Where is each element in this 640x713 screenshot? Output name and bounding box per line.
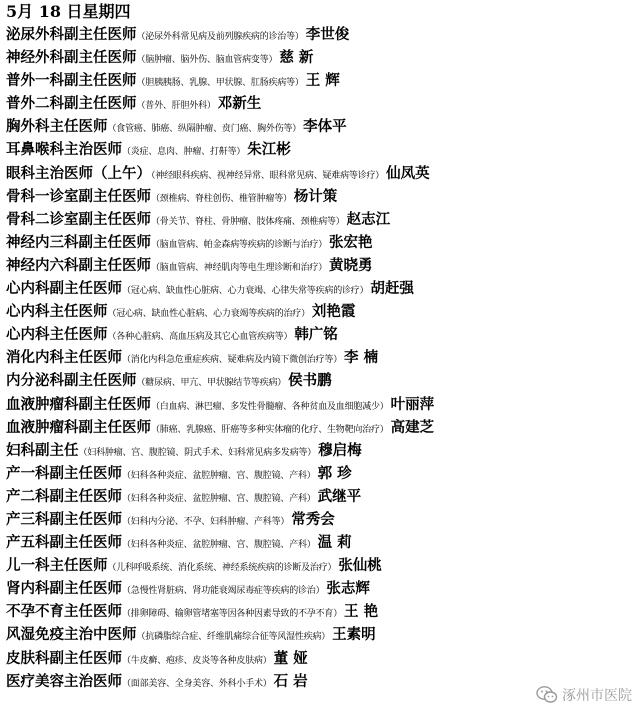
specialty-description: （冠心病、缺血性心脏病、心力衰竭等疾病的治疗） [107,309,310,320]
doctor-row [6,346,636,369]
doctor-name: 高建芝 [390,418,435,436]
doctor-row [6,462,636,485]
watermark [536,685,632,705]
doctor-name: 温 莉 [317,534,352,552]
specialty-description: （泌尿外科常见病及前列腺疾病的诊治等） [136,32,304,42]
specialty-description: （牛皮癣、疱疹、皮炎等各种皮肤病） [122,655,272,666]
doctor-name: 黄晓勇 [329,256,373,274]
doctor-title: 普外二科副主任医师 [6,95,137,113]
doctor-row [6,623,636,646]
specialty-description: （抗磷脂综合症、纤维肌痛综合征等风湿性疾病） [136,632,331,643]
doctor-row [6,115,636,138]
doctor-row [6,577,636,600]
doctor-row [6,300,636,323]
specialty-description: （妇科各种炎症、盆腔肿瘤、宫、腹腔镜、产科） [122,470,316,481]
doctor-row [6,23,636,46]
doctor-name: 韩广铭 [294,326,338,344]
doctor-title: 血液肿瘤科副主任医师 [6,418,151,436]
doctor-name: 张宏艳 [329,233,373,251]
doctor-name: 朱江彬 [247,141,291,159]
specialty-description: （普外、肝胆外科） [136,101,216,112]
specialty-description: （各种心脏病、高血压病及其它心血管疾病等） [107,332,293,343]
doctor-title: 骨科一诊室副主任医师 [6,187,151,205]
specialty-description: （糖尿病、甲亢、甲状腺结节等疾病） [136,378,287,389]
doctor-row [6,369,636,392]
doctor-title: 神经内六科副主任医师 [6,256,151,274]
doctor-row [6,485,636,508]
doctor-title: 医疗美容主治医师 [6,672,122,690]
doctor-name: 王素明 [332,626,376,644]
doctor-title: 眼科主治医师（上午） [6,164,151,182]
doctor-name: 张仙桃 [338,557,382,575]
doctor-title: 心内科主任医师 [6,326,108,344]
doctor-row [6,254,636,277]
doctor-title: 血液肿瘤科副主任医师 [6,395,151,413]
specialty-description: （妇科各种炎症、盆腔肿瘤、宫、腹腔镜、产科） [122,540,316,551]
doctor-title: 妇科副主任 [6,441,79,459]
doctor-name: 穆启梅 [318,441,362,459]
wechat-icon [536,685,558,705]
specialty-description: （胆胰胰肠、乳腺、甲状腺、肛肠疾病等） [136,78,304,89]
specialty-description: （排卵障碍、输卵管堵塞等因各种因素导致的不孕不育） [122,609,343,620]
specialty-description: （神经眼科疾病、视神经异常、眼科常见病、疑难病等诊疗） [151,170,385,181]
doctor-title: 内分泌科副主任医师 [6,372,137,390]
doctor-title: 泌尿外科副主任医师 [6,26,137,43]
doctor-title: 产二科副主任医师 [6,487,122,505]
specialty-description: （肺癌、乳腺癌、肝癌等多种实体瘤的化疗、生物靶向治疗） [151,424,389,435]
doctor-title: 胸外科主任医师 [6,118,108,136]
doctor-title: 神经内三科副主任医师 [6,233,151,251]
doctor-title: 不孕不育主任医师 [6,603,122,621]
doctor-name: 郭 珍 [317,464,352,482]
specialty-description: （妇科肿瘤、宫、腹腔镜、阴式手术、妇科常见病多发病等） [78,447,317,458]
doctor-row [6,208,636,231]
doctor-row [6,439,636,462]
doctor-name: 石 岩 [273,672,308,690]
doctor-title: 产一科副主任医师 [6,464,122,482]
specialty-description: （急慢性肾脏病、肾功能衰竭尿毒症等疾病的诊治） [122,586,325,597]
doctor-name: 王 艳 [344,603,379,621]
specialty-description: （炎症、息肉、肿瘤、打鼾等） [122,147,246,158]
doctor-name: 侯书鹏 [288,372,332,390]
doctor-row [6,508,636,531]
specialty-description: （脑血管病、神经肌肉等电生理诊断和治疗） [151,262,328,273]
doctor-name: 王 辉 [305,72,340,90]
specialty-description: （儿科呼吸系统、消化系统、神经系统疾病的诊断及治疗） [107,563,337,574]
doctor-title: 神经外科副主任医师 [6,49,137,67]
doctor-title: 产五科副主任医师 [6,534,122,552]
doctor-name: 杨计策 [293,187,338,205]
doctor-row [6,323,636,346]
doctor-name: 慈 新 [279,49,314,67]
doctor-row [6,46,636,69]
doctor-row [6,647,636,670]
doctor-name: 刘艳霞 [311,303,356,321]
doctor-title: 皮肤科副主任医师 [6,649,122,667]
doctor-name: 常秀会 [291,510,335,528]
doctor-row [6,162,636,185]
doctor-name: 叶丽萍 [390,395,435,413]
doctor-row [6,69,636,92]
doctor-row [6,231,636,254]
doctor-row [6,138,636,161]
specialty-description: （白血病、淋巴瘤、多发性骨髓瘤、各种贫血及血细胞减少） [151,401,389,412]
doctor-name: 武继平 [317,487,362,505]
doctor-name: 张志辉 [326,580,370,598]
doctor-row [6,277,636,300]
doctor-title: 产三科副主任医师 [6,510,122,528]
specialty-description: （食管癌、肺癌、纵隔肿瘤、贲门癌、胸外伤等） [107,124,302,135]
doctor-name: 李世俊 [305,26,350,43]
doctor-row [6,531,636,554]
doctor-title: 心内科副主任医师 [6,280,122,298]
doctor-row [6,600,636,623]
doctor-title: 骨科二诊室副主任医师 [6,210,151,228]
specialty-description: （妇科内分泌、不孕、妇科肿瘤、产科等） [122,516,290,527]
doctor-title: 心内科主任医师 [6,303,108,321]
doctor-title: 儿一科主任医师 [6,557,108,575]
doctor-row [6,185,636,208]
doctor-name: 赵志江 [346,210,391,228]
specialty-description: （脑血管病、帕金森病等疾病的诊断与治疗） [151,239,328,250]
specialty-description: （消化内科急危重症疾病、疑难病及内镜下微创治疗等） [122,355,343,366]
specialty-description: （妇科各种炎症、盆腔肿瘤、宫、腹腔镜、产科） [122,493,316,504]
watermark-text: 涿州市医院 [562,688,632,704]
doctor-list [6,23,636,693]
doctor-row [6,393,636,416]
doctor-title: 消化内科主任医师 [6,349,122,367]
doctor-title: 耳鼻喉科主治医师 [6,141,122,159]
doctor-row [6,92,636,115]
specialty-description: （冠心病、缺血性心脏病、心力衰竭、心律失常等疾病的诊疗） [122,286,369,297]
doctor-name: 仙凤英 [386,164,430,182]
doctor-title: 风湿免疫主治中医师 [6,626,137,644]
doctor-name: 胡赶强 [370,280,414,298]
specialty-description: （脑肿瘤、脑外伤、脑血管病变等） [136,55,278,66]
doctor-row [6,554,636,577]
doctor-title: 肾内科副主任医师 [6,580,122,598]
specialty-description: （骨关节、脊柱、骨肿瘤、肢体疼痛、颈椎病等） [151,216,345,227]
specialty-description: （颈椎病、脊柱创伤、椎管肿瘤等） [151,193,292,204]
date-heading: 5月 18 日星期四 [6,2,131,21]
doctor-name: 邓新生 [217,95,262,113]
doctor-name: 董 娅 [273,649,308,667]
doctor-row [6,416,636,439]
doctor-name: 李 楠 [344,349,379,367]
doctor-name: 李体平 [303,118,347,136]
doctor-title: 普外一科副主任医师 [6,72,137,90]
specialty-description: （面部美容、全身美容、外科小手术） [122,678,272,689]
